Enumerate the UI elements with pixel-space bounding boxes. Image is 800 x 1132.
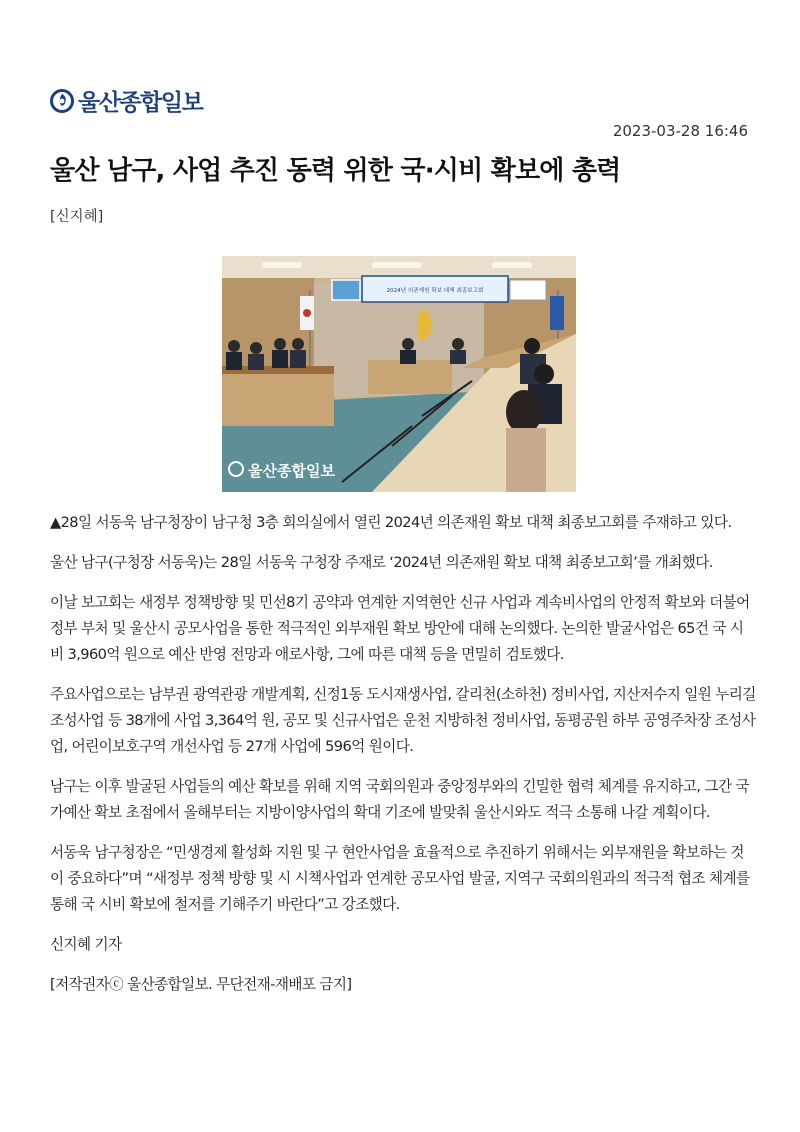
photo-caption: ▲28일 서동욱 남구청장이 남구청 3층 회의실에서 열린 2024년 의존재원 확보 대책 최종보고회를 주재하고 있다. [50,514,732,531]
article-photo [222,256,576,492]
article-body [50,510,756,1012]
article-paragraph-3: 주요사업으로는 남부권 광역관광 개발계획, 신정1동 도시재생사업, 갈리천(소하천) 정비사업, 지산저수지 일원 누리길 조성사업 등 38개에 사업 3,364억 원, 공모 및 신규사업은 운천 지방하천 정비사업, 동평공원 하부 공영주차장 조성사업, 어린이보호구역 개선사업 등 27개 사업에 596억 원이다. [50,686,756,755]
photo-watermark: 울산종합일보 [248,462,335,480]
publish-datetime: 2023-03-28 16:46 [612,122,748,140]
meeting-room-photo [222,256,576,492]
copyright-notice: [저작권자ⓒ 울산종합일보. 무단전재-재배포 금지] [50,976,352,993]
article-paragraph-5: 서동욱 남구청장은 “민생경제 활성화 지원 및 구 현안사업을 효율적으로 추진하기 위해서는 외부재원을 확보하는 것이 중요하다”며 “새정부 정책 방향 및 시 시책사업과 연계한 공모사업 발굴, 지역구 국회의원과의 적극적 협조 체계를 통해 국 시비 확보에 철저를 기해주기 바란다”고 강조했다. [50,844,750,913]
article-paragraph-2: 이날 보고회는 새정부 정책방향 및 민선8기 공약과 연계한 지역현안 신규 사업과 계속비사업의 안정적 확보와 더불어 정부 부처 및 울산시 공모사업을 통한 적극적인 외부재원 확보 방안에 대해 논의했다. 논의한 발굴사업은 65건 국 시비 3,960억 원으로 예산 반영 전망과 애로사항, 그에 따른 대책 등을 면밀히 검토했다. [50,594,750,663]
article-paragraph-4: 남구는 이후 발굴된 사업들의 예산 확보를 위해 지역 국회의원과 중앙정부와의 긴밀한 협력 체계를 유지하고, 그간 국가예산 확보 초점에서 올해부터는 지방이양사업의 확대 기조에 발맞춰 울산시와도 적극 소통해 나갈 계획이다. [50,778,750,821]
logo-text: 울산종합일보 [78,90,203,116]
logo-swirl-icon [50,89,74,113]
reporter-name: 신지혜 기자 [50,936,122,953]
site-logo[interactable] [50,84,202,117]
photo-banner-text: 2024년 의존재원 확보 대책 최종보고회 [386,288,484,294]
article-headline: 울산 남구, 사업 추진 동력 위한 국·시비 확보에 총력 [50,156,621,186]
article-paragraph-1: 울산 남구(구청장 서동욱)는 28일 서동욱 구청장 주재로 ‘2024년 의존재원 확보 대책 최종보고회’를 개최했다. [50,554,713,571]
article-byline: [신지혜] [50,209,104,225]
